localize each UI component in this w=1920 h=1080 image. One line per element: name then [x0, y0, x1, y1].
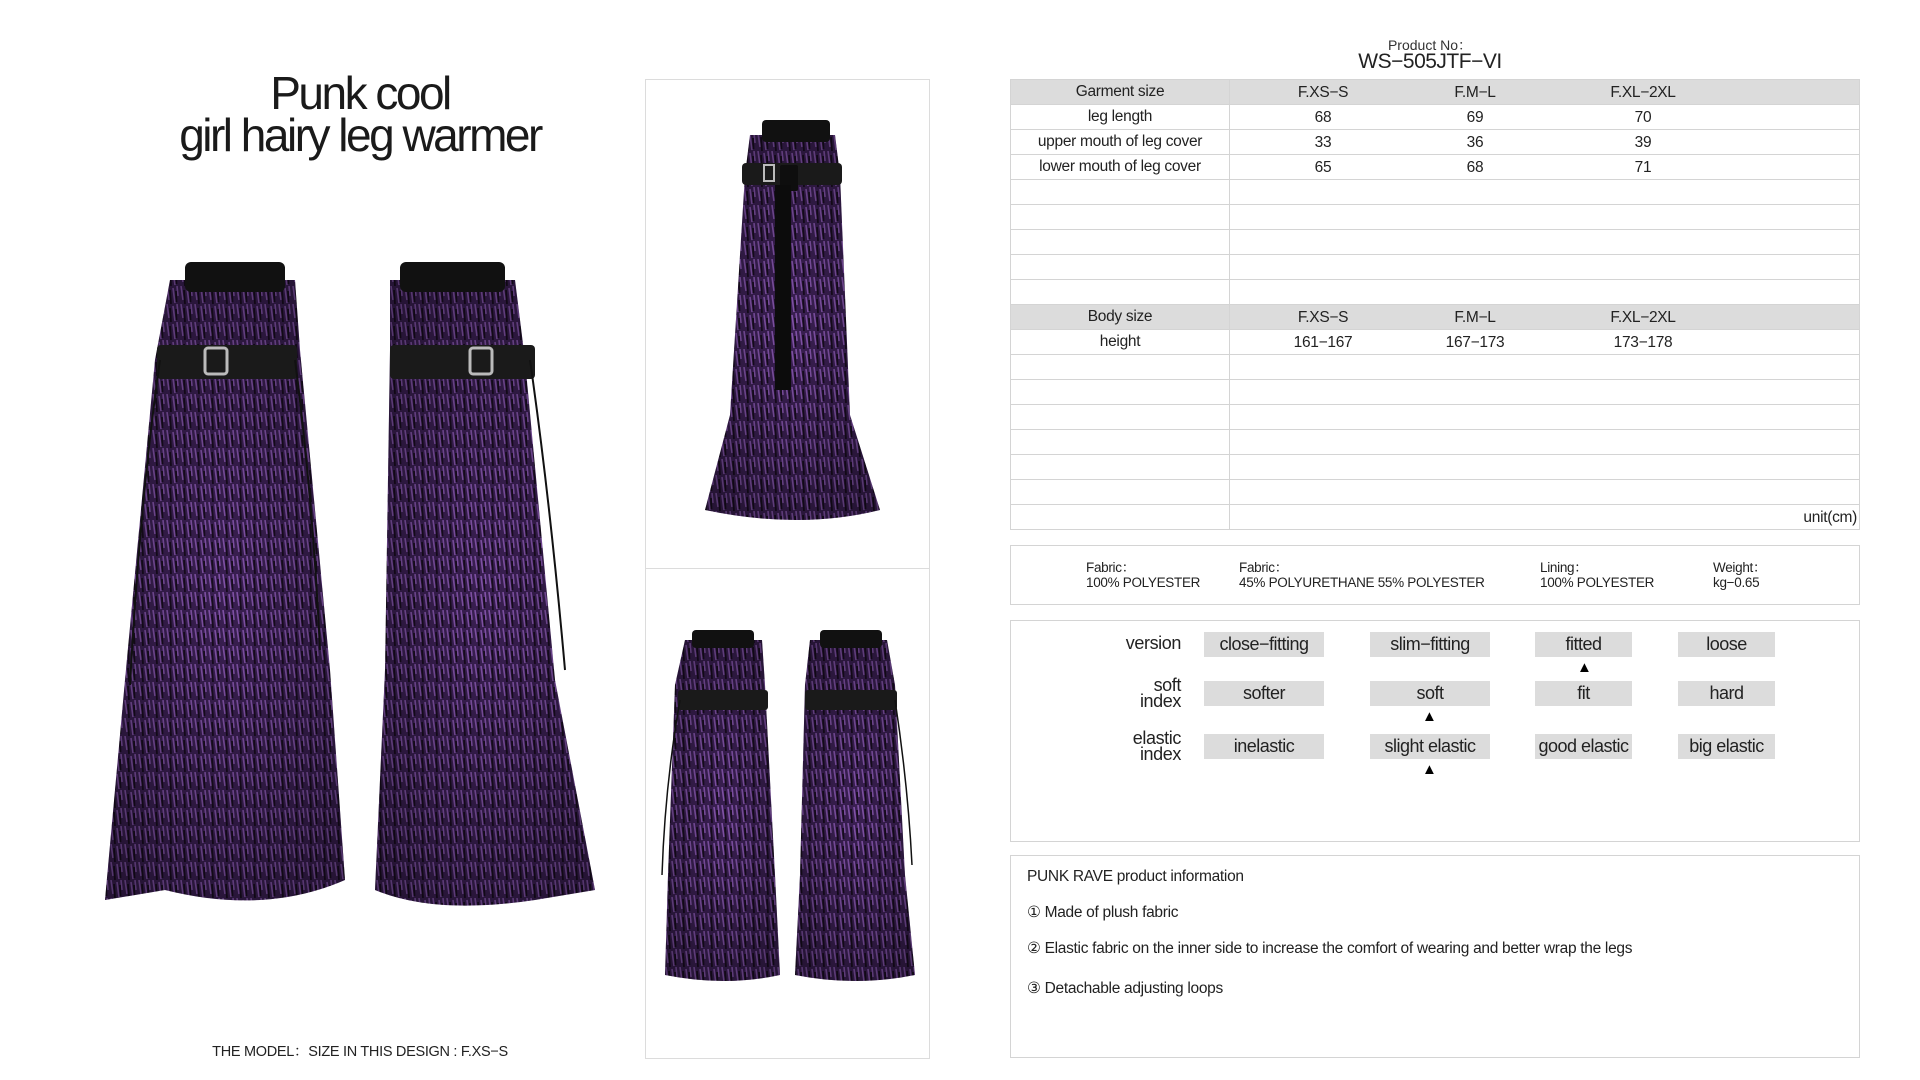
version-selected-marker: ▲	[1577, 659, 1592, 676]
empty-row	[1011, 455, 1860, 480]
front-view-photo	[650, 625, 925, 995]
product-info-item: ③ Detachable adjusting loops	[1027, 980, 1223, 997]
front-view-left-warmer	[662, 630, 780, 981]
cell-value: 161−167	[1293, 334, 1353, 351]
lining-item	[1540, 560, 1654, 590]
cell-value: 36	[1466, 134, 1484, 151]
cell-value: 71	[1634, 159, 1652, 176]
soft-option: softer	[1204, 681, 1324, 706]
soft-option: fit	[1535, 681, 1632, 706]
elastic-option-selected: slight elastic	[1370, 734, 1490, 759]
version-option: loose	[1678, 632, 1775, 657]
product-info-title: PUNK RAVE product information	[1027, 868, 1244, 885]
size-header-2: F.M−L	[1454, 309, 1496, 326]
soft-index-label-line-2: index	[1139, 691, 1181, 711]
elastic-option: inelastic	[1204, 734, 1324, 759]
fabric-label: Fabric：	[1086, 560, 1135, 575]
row-label: height	[1011, 330, 1230, 355]
soft-option: hard	[1678, 681, 1775, 706]
side-view-photo	[700, 115, 885, 535]
weight-item	[1713, 560, 1766, 590]
elastic-selected-marker: ▲	[1422, 761, 1437, 778]
soft-index-label	[1061, 677, 1181, 709]
empty-row	[1011, 380, 1860, 405]
body-size-header-row	[1011, 305, 1860, 330]
fabric-value: 45% POLYURETHANE 55% POLYESTER	[1239, 575, 1485, 590]
lining-label: Lining：	[1540, 560, 1588, 575]
cell-value: 39	[1634, 134, 1652, 151]
weight-label: Weight：	[1713, 560, 1767, 575]
table-row	[1011, 155, 1860, 180]
product-number: WS−505JTF−VI	[1358, 50, 1502, 73]
size-header-3: F.XL−2XL	[1610, 309, 1676, 326]
product-title	[150, 67, 570, 161]
cell-value: 70	[1634, 109, 1652, 126]
body-size-header-sizes	[1230, 305, 1860, 330]
fabric-item	[1086, 560, 1200, 590]
size-header-1: F.XS−S	[1297, 84, 1349, 101]
product-info-item: ① Made of plush fabric	[1027, 904, 1179, 921]
table-row	[1011, 330, 1860, 355]
elastic-index-label-line-1: elastic	[1132, 728, 1181, 748]
row-values	[1230, 130, 1860, 155]
cell-value: 68	[1466, 159, 1484, 176]
row-label: leg length	[1011, 105, 1230, 130]
product-title-line-1: Punk cool	[270, 67, 450, 119]
size-header-3: F.XL−2XL	[1610, 84, 1676, 101]
product-number-label: Product No：	[1387, 37, 1473, 53]
garment-size-header-label: Garment size	[1011, 80, 1230, 105]
cell-value: 167−173	[1445, 334, 1505, 351]
fit-index-box	[1010, 620, 1860, 842]
empty-row	[1011, 405, 1860, 430]
product-info-box	[1010, 855, 1860, 1058]
fabric-info-box	[1010, 545, 1860, 605]
body-size-table	[1010, 304, 1860, 530]
empty-row	[1011, 230, 1860, 255]
row-values	[1230, 330, 1860, 355]
leg-warmer-right	[375, 262, 595, 906]
front-view-right-warmer	[795, 630, 915, 981]
garment-size-header-sizes	[1230, 80, 1860, 105]
size-header-1: F.XS−S	[1297, 309, 1349, 326]
empty-row	[1011, 180, 1860, 205]
empty-row	[1011, 280, 1860, 305]
elastic-option: big elastic	[1678, 734, 1775, 759]
garment-size-table	[1010, 79, 1860, 305]
fabric-value: 100% POLYESTER	[1086, 575, 1201, 590]
fabric-label: Fabric：	[1239, 560, 1288, 575]
empty-row	[1011, 430, 1860, 455]
product-title-line-2: girl hairy leg warmer	[179, 109, 541, 161]
row-label: upper mouth of leg cover	[1011, 130, 1230, 155]
unit-row	[1011, 505, 1860, 530]
table-row	[1011, 105, 1860, 130]
table-row	[1011, 130, 1860, 155]
weight-value: kg−0.65	[1713, 575, 1760, 590]
soft-index-label-line-1: soft	[1153, 675, 1181, 695]
leg-warmer-left	[105, 262, 345, 900]
version-label	[1061, 635, 1181, 651]
side-panel-divider	[645, 568, 930, 569]
empty-row	[1011, 480, 1860, 505]
cell-value: 65	[1314, 159, 1332, 176]
soft-option-selected: soft	[1370, 681, 1490, 706]
fabric-item	[1239, 560, 1485, 590]
soft-selected-marker: ▲	[1422, 708, 1437, 725]
garment-size-header-row	[1011, 80, 1860, 105]
elastic-index-label	[1061, 730, 1181, 762]
empty-row	[1011, 205, 1860, 230]
row-values	[1230, 105, 1860, 130]
unit-label: unit(cm)	[1803, 509, 1857, 526]
model-size-note: THE MODEL：SIZE IN THIS DESIGN : F.XS−S	[212, 1044, 508, 1060]
row-values	[1230, 155, 1860, 180]
body-size-header-label: Body size	[1011, 305, 1230, 330]
empty-row	[1011, 255, 1860, 280]
elastic-option: good elastic	[1535, 734, 1632, 759]
version-label-text: version	[1125, 633, 1181, 653]
lining-value: 100% POLYESTER	[1540, 575, 1655, 590]
main-product-photo	[95, 250, 620, 930]
cell-value: 33	[1314, 134, 1332, 151]
size-header-2: F.M−L	[1454, 84, 1496, 101]
row-label: lower mouth of leg cover	[1011, 155, 1230, 180]
cell-value: 68	[1314, 109, 1332, 126]
version-option-selected: fitted	[1535, 632, 1632, 657]
elastic-index-label-line-2: index	[1139, 744, 1181, 764]
version-option: slim−fitting	[1370, 632, 1490, 657]
empty-row	[1011, 355, 1860, 380]
version-option: close−fitting	[1204, 632, 1324, 657]
product-info-item: ② Elastic fabric on the inner side to increase the comfort of wearing and better wrap the legs	[1027, 940, 1633, 957]
cell-value: 69	[1466, 109, 1484, 126]
cell-value: 173−178	[1613, 334, 1673, 351]
